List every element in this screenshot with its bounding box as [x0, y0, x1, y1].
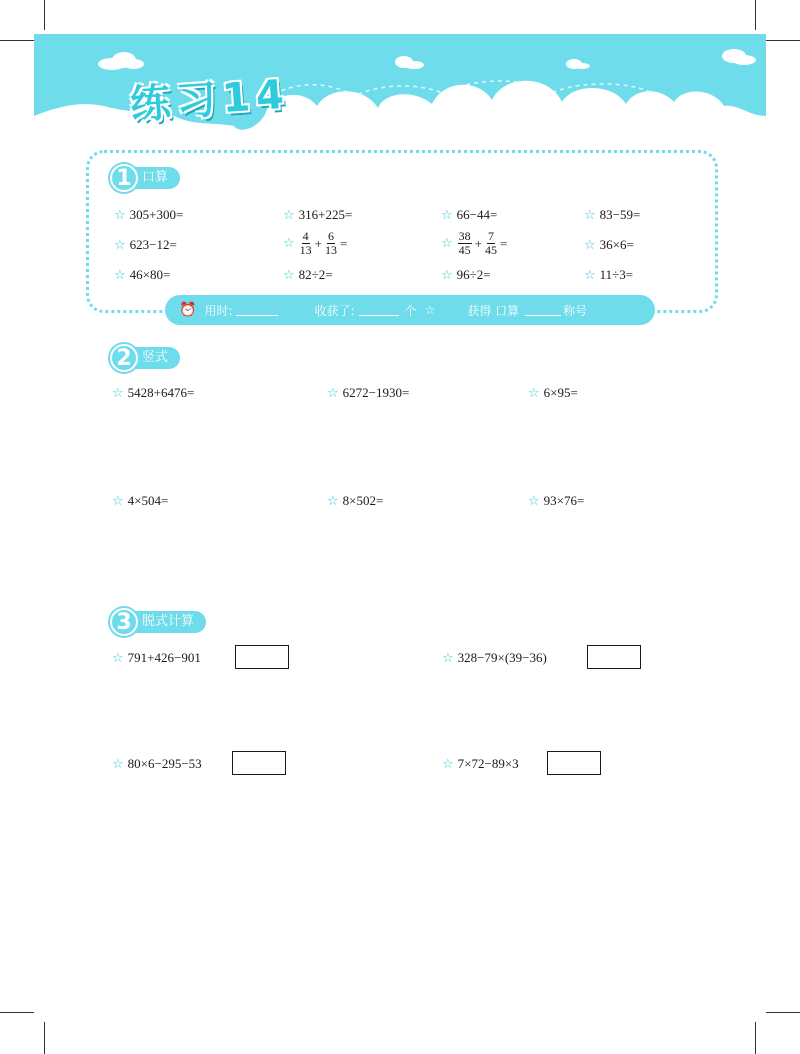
- star-icon: ☆: [528, 493, 540, 509]
- section-3-label: [110, 610, 206, 634]
- problem-item: ☆ 93×76=: [528, 493, 585, 509]
- problem-item: ☆ 8×502=: [327, 493, 384, 509]
- star-icon: ☆: [441, 207, 453, 223]
- problem-item: ☆ 5428+6476=: [112, 385, 195, 401]
- problem-item: ☆ 66−44=: [441, 207, 498, 223]
- problem-item: ☆ 11÷3=: [584, 267, 634, 283]
- star-icon: ☆: [442, 650, 454, 666]
- crop-mark: [766, 40, 800, 41]
- problem-item: ☆ 4×504=: [112, 493, 169, 509]
- problem-item: ☆ 328−79×(39−36): [442, 650, 547, 666]
- problem-item: ☆ 6272−1930=: [327, 385, 410, 401]
- section-3-title: 脱式计算: [124, 611, 206, 633]
- problem-item: ☆ 623−12=: [114, 237, 177, 253]
- section-2-number: 2: [110, 344, 138, 372]
- star-icon: ☆: [327, 385, 339, 401]
- star-icon: ☆: [584, 267, 596, 283]
- earned-label: 收获了:: [314, 303, 355, 318]
- crop-mark: [0, 40, 34, 41]
- earned-blank[interactable]: [359, 304, 399, 316]
- star-icon: ☆: [424, 303, 436, 317]
- answer-box[interactable]: [547, 751, 601, 775]
- crop-mark: [755, 0, 756, 30]
- award-label: 获得 口算: [467, 303, 520, 318]
- star-icon: ☆: [327, 493, 339, 509]
- star-icon: ☆: [283, 236, 295, 251]
- star-icon: ☆: [528, 385, 540, 401]
- problem-item: ☆ 305+300=: [114, 207, 184, 223]
- problem-item: ☆ 7×72−89×3: [442, 756, 519, 772]
- star-icon: ☆: [283, 267, 295, 283]
- star-icon: ☆: [114, 207, 126, 223]
- award-blank[interactable]: [525, 304, 561, 316]
- section-3-number: 3: [110, 608, 138, 636]
- crop-mark: [755, 1022, 756, 1054]
- title-suffix: 称号: [563, 303, 588, 318]
- section-1-label: [110, 166, 180, 190]
- section-1-number: 1: [110, 164, 138, 192]
- problem-item: ☆ 791+426−901: [112, 650, 201, 666]
- header-banner: [34, 34, 766, 144]
- star-icon: ☆: [442, 756, 454, 772]
- star-icon: ☆: [112, 385, 124, 401]
- alarm-clock-icon: ⏰: [179, 302, 197, 318]
- problem-item: ☆ 83−59=: [584, 207, 641, 223]
- star-icon: ☆: [114, 237, 126, 253]
- star-icon: ☆: [112, 493, 124, 509]
- star-icon: ☆: [112, 650, 124, 666]
- time-label: 用时:: [204, 303, 233, 318]
- problem-item: ☆ 80×6−295−53: [112, 756, 202, 772]
- page-title: 练习14: [128, 71, 292, 129]
- answer-box[interactable]: [235, 645, 289, 669]
- answer-box[interactable]: [587, 645, 641, 669]
- problem-item: ☆ 82÷2=: [283, 267, 333, 283]
- crop-mark: [44, 1022, 45, 1054]
- fraction-problem: ☆ $\frac{38}{45}$ + $\frac{7}{45}$ =: [441, 229, 508, 257]
- star-icon: ☆: [112, 756, 124, 772]
- fraction: $\frac{6}{13}$: [325, 229, 337, 257]
- section-1-title: 口算: [124, 167, 180, 189]
- section-2-title: 竖式: [124, 347, 180, 369]
- star-icon: ☆: [114, 267, 126, 283]
- progress-footer: [165, 295, 655, 325]
- unit-label: 个: [404, 303, 417, 318]
- problem-item: ☆ 316+225=: [283, 207, 353, 223]
- fraction-problem: ☆ $\frac{4}{13}$ + $\frac{6}{13}$ =: [283, 229, 348, 257]
- star-icon: ☆: [441, 236, 453, 251]
- answer-box[interactable]: [232, 751, 286, 775]
- star-icon: ☆: [584, 237, 596, 253]
- section-2-label: [110, 346, 180, 370]
- oral-calc-box: [86, 150, 718, 313]
- problem-item: ☆ 6×95=: [528, 385, 578, 401]
- problem-item: ☆ 96÷2=: [441, 267, 491, 283]
- fraction: $\frac{7}{45}$: [485, 229, 497, 257]
- star-icon: ☆: [283, 207, 295, 223]
- crop-mark: [766, 1012, 800, 1013]
- fraction: $\frac{38}{45}$: [458, 229, 471, 257]
- crop-mark: [0, 1012, 34, 1013]
- crop-mark: [44, 0, 45, 30]
- star-icon: ☆: [441, 267, 453, 283]
- problem-item: ☆ 46×80=: [114, 267, 171, 283]
- time-blank[interactable]: [236, 304, 278, 316]
- fraction: $\frac{4}{13}$: [299, 229, 312, 257]
- star-icon: ☆: [584, 207, 596, 223]
- problem-item: ☆ 36×6=: [584, 237, 634, 253]
